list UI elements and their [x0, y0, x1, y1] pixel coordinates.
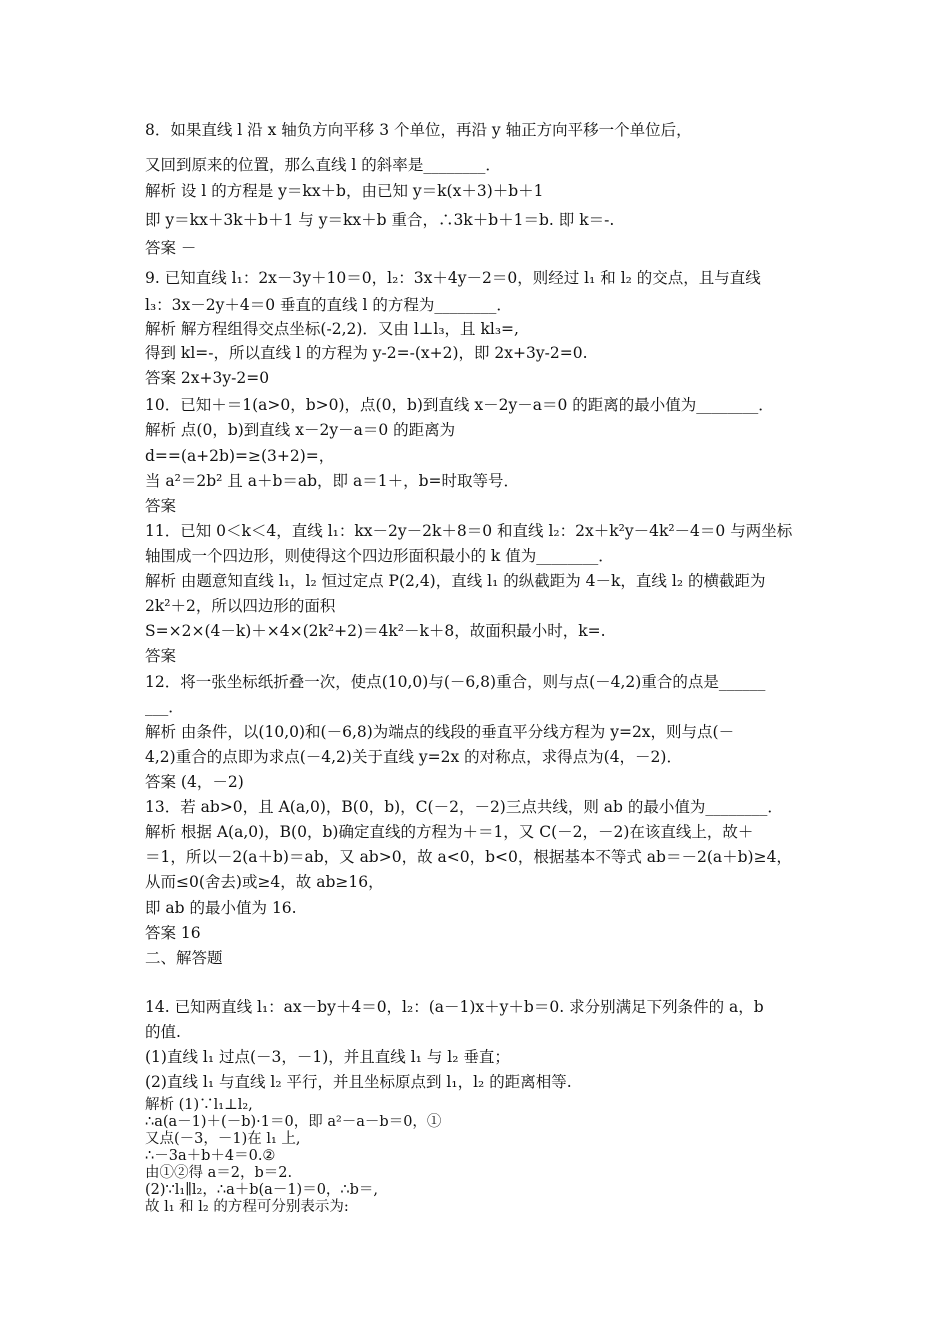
q14-solution-line-4: ∴－3a＋b＋4＝0.②	[145, 1148, 276, 1164]
q9-solution-line-2: 得到 kl=-，所以直线 l 的方程为 y-2=-(x+2)，即 2x+3y-2=0.	[145, 344, 588, 362]
q10-solution-line-1: 解析 点(0，b)到直线 x－2y－a＝0 的距离为	[145, 421, 456, 439]
q14-solution-line-2: ∴a(a－1)＋(－b)·1＝0，即 a²－a－b＝0，①	[145, 1114, 442, 1130]
q14-part-1: (1)直线 l₁ 过点(－3，－1)，并且直线 l₁ 与 l₂ 垂直；	[145, 1048, 510, 1066]
q11-solution-line-1: 解析 由题意知直线 l₁，l₂ 恒过定点 P(2,4)，直线 l₁ 的纵截距为 4－k，直线 l₂ 的横截距为	[145, 572, 766, 590]
q14-part-2: (2)直线 l₁ 与直线 l₂ 平行，并且坐标原点到 l₁，l₂ 的距离相等.	[145, 1073, 572, 1091]
q8-answer: 答案 －	[145, 239, 197, 257]
q11-stem-line-2: 轴围成一个四边形，则使得这个四边形面积最小的 k 值为________．	[145, 547, 614, 565]
q8-stem-line-1: 8．如果直线 l 沿 x 轴负方向平移 3 个单位，再沿 y 轴正方向平移一个单位后，	[145, 121, 692, 139]
q13-stem: 13．若 ab>0，且 A(a,0)，B(0，b)，C(－2，－2)三点共线，则 ab 的最小值为________．	[145, 798, 783, 816]
q13-solution-line-1: 解析 根据 A(a,0)，B(0，b)确定直线的方程为＋＝1，又 C(－2，－2)在该直线上，故＋	[145, 823, 754, 841]
q11-answer: 答案	[145, 647, 177, 665]
q8-stem-line-2: 又回到原来的位置，那么直线 l 的斜率是________．	[145, 156, 501, 174]
q12-solution-line-2: 4,2)重合的点即为求点(－4,2)关于直线 y=2x 的对称点，求得点为(4，－2)．	[145, 748, 682, 766]
q10-solution-line-3: 当 a²＝2b² 且 a＋b＝ab，即 a＝1＋，b=时取等号．	[145, 472, 519, 490]
q11-stem-line-1: 11．已知 0＜k＜4，直线 l₁：kx－2y－2k＋8＝0 和直线 l₂：2x＋k²y－4k²－4＝0 与两坐标	[145, 522, 793, 540]
q9-solution-line-1: 解析 解方程组得交点坐标(-2,2)．又由 l⊥l₃，且 kl₃=,	[145, 320, 519, 338]
q13-solution-line-4: 即 ab 的最小值为 16.	[145, 899, 297, 917]
q9-stem-line-1: 9. 已知直线 l₁：2x－3y＋10＝0，l₂：3x＋4y－2＝0，则经过 l₁ 和 l₂ 的交点，且与直线	[145, 269, 761, 287]
q8-solution-line-2: 即 y＝kx＋3k＋b＋1 与 y＝kx＋b 重合，∴3k＋b＋1＝b. 即 k＝-.	[145, 211, 615, 229]
q10-solution-line-2: d==(a+2b)=≥(3+2)=，	[145, 447, 335, 465]
q12-answer: 答案 (4，－2)	[145, 773, 244, 791]
q11-solution-line-2: 2k²＋2，所以四边形的面积	[145, 597, 336, 615]
q13-solution-line-3: 从而≤0(舍去)或≥4，故 ab≥16，	[145, 873, 384, 891]
q10-stem: 10．已知＋＝1(a>0，b>0)，点(0，b)到直线 x－2y－a＝0 的距离的最小值为________．	[145, 396, 774, 414]
q13-answer: 答案 16	[145, 924, 201, 942]
q9-stem-line-2: l₃：3x－2y＋4＝0 垂直的直线 l 的方程为________．	[145, 296, 512, 314]
q14-solution-line-5: 由①②得 a＝2，b＝2.	[145, 1165, 293, 1181]
q9-answer: 答案 2x+3y-2=0	[145, 369, 270, 387]
q10-answer: 答案	[145, 497, 177, 515]
q12-stem-line-1: 12．将一张坐标纸折叠一次，使点(10,0)与(－6,8)重合，则与点(－4,2)重合的点是______	[145, 673, 766, 691]
q14-solution-line-7: 故 l₁ 和 l₂ 的方程可分别表示为:	[145, 1199, 349, 1215]
section-heading: 二、解答题	[145, 949, 223, 967]
q8-solution-line-1: 解析 设 l 的方程是 y＝kx＋b，由已知 y＝k(x＋3)＋b＋1	[145, 182, 544, 200]
q14-solution-line-3: 又点(－3，－1)在 l₁ 上,	[145, 1131, 301, 1147]
q14-solution-line-6: (2)∵l₁∥l₂，∴a＋b(a－1)＝0，∴b＝,	[145, 1182, 379, 1198]
q12-stem-line-2: ___．	[145, 698, 184, 716]
q11-solution-line-3: S=×2×(4－k)＋×4×(2k²+2)＝4k²－k＋8，故面积最小时，k=.	[145, 622, 606, 640]
q14-solution-line-1: 解析 (1)∵l₁⊥l₂,	[145, 1097, 253, 1113]
q14-stem-line-1: 14. 已知两直线 l₁：ax－by＋4＝0，l₂：(a－1)x＋y＋b＝0. 求分别满足下列条件的 a，b	[145, 998, 764, 1016]
q14-stem-line-2: 的值.	[145, 1023, 181, 1041]
q13-solution-line-2: ＝1，所以－2(a＋b)＝ab，又 ab>0，故 a<0，b<0，根据基本不等式 ab＝－2(a＋b)≥4，	[145, 848, 792, 866]
q12-solution-line-1: 解析 由条件，以(10,0)和(－6,8)为端点的线段的垂直平分线方程为 y=2x，则与点(－	[145, 723, 735, 741]
